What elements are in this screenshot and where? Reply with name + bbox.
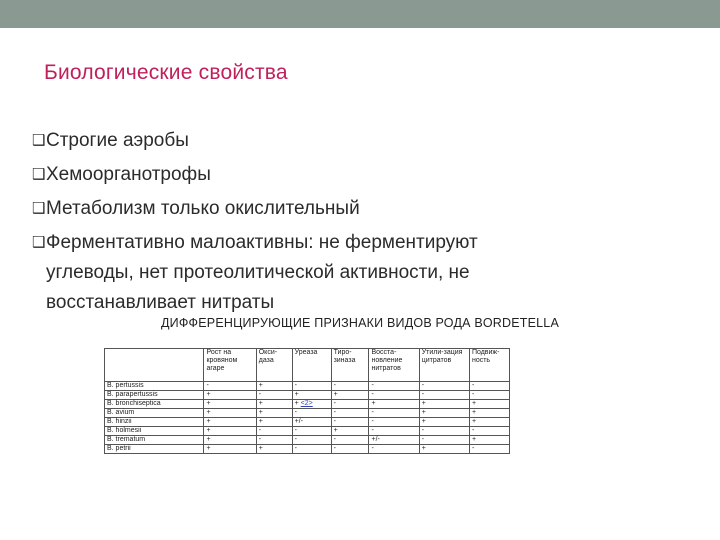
value-cell: + (204, 427, 256, 436)
species-cell: B. pertussis (105, 382, 204, 391)
value-cell: + (469, 436, 509, 445)
table-header-cell: Окси-даза (256, 349, 292, 382)
value-cell: +/- (292, 418, 331, 427)
bullet-text: Хемоорганотрофы (46, 164, 211, 185)
value-cell: - (256, 436, 292, 445)
species-cell: B. parapertussis (105, 391, 204, 400)
value-cell: + (204, 418, 256, 427)
checkbox-bullet-icon: ❑ (32, 166, 46, 183)
value-cell (292, 400, 331, 409)
table-header-cell: Рост на кровяном агаре (204, 349, 256, 382)
top-bar (0, 0, 720, 28)
table-header-cell: Восста-новление нитратов (369, 349, 419, 382)
value-cell: - (469, 382, 509, 391)
value-cell: - (369, 409, 419, 418)
table-header-row (105, 349, 510, 382)
species-cell: B. bronchiseptica (105, 400, 204, 409)
bullet-text: Строгие аэробы (46, 130, 189, 151)
bullet-text-cont: восстанавливает нитраты (46, 292, 275, 313)
table-row (105, 436, 510, 445)
value-cell: + (331, 391, 369, 400)
value-cell: - (369, 427, 419, 436)
value-cell: + (419, 409, 469, 418)
species-cell: B. hinzii (105, 418, 204, 427)
table-header-cell: Тиро-зиназа (331, 349, 369, 382)
value-cell: - (331, 382, 369, 391)
value-cell: + (204, 445, 256, 454)
value-cell: + (256, 445, 292, 454)
value-cell: - (256, 427, 292, 436)
value-cell: - (469, 391, 509, 400)
value-cell: - (419, 382, 469, 391)
value-cell: - (331, 436, 369, 445)
bordetella-table (104, 348, 510, 454)
table-row (105, 409, 510, 418)
value-cell: + (469, 400, 509, 409)
value-cell: - (419, 427, 469, 436)
value-cell: - (331, 409, 369, 418)
value-cell: + (256, 418, 292, 427)
value-cell: - (292, 427, 331, 436)
checkbox-bullet-icon: ❑ (32, 234, 46, 251)
value-cell: - (369, 382, 419, 391)
bullet-item (32, 194, 592, 224)
value-cell: - (331, 418, 369, 427)
value-cell: - (292, 409, 331, 418)
table-header-cell: Подвиж-ность (469, 349, 509, 382)
value-cell: - (369, 445, 419, 454)
table-row (105, 418, 510, 427)
value-cell: + (204, 400, 256, 409)
value-cell: - (256, 391, 292, 400)
reference-link[interactable]: <2> (300, 400, 313, 407)
bullet-item (32, 126, 592, 156)
value-cell: + (419, 445, 469, 454)
value-cell: - (292, 436, 331, 445)
bullet-item (32, 160, 592, 190)
value-cell: + (292, 391, 331, 400)
value-cell: + (256, 400, 292, 409)
value-cell: + (469, 418, 509, 427)
table-header-cell (105, 349, 204, 382)
checkbox-bullet-icon: ❑ (32, 200, 46, 217)
value-cell: + (204, 409, 256, 418)
value-cell: - (292, 445, 331, 454)
slide (0, 28, 720, 540)
bullet-item (32, 228, 592, 318)
value-cell: + (331, 427, 369, 436)
bullet-text-cont: углеводы, нет протеолитической активности, не (46, 262, 470, 283)
value-cell: - (419, 436, 469, 445)
value-cell: + (419, 418, 469, 427)
table-row (105, 400, 510, 409)
value-cell: - (419, 391, 469, 400)
value-cell: + (256, 382, 292, 391)
species-cell: B. trematum (105, 436, 204, 445)
table-header-cell: Уреаза (292, 349, 331, 382)
table-title: ДИФФЕРЕНЦИРУЮЩИЕ ПРИЗНАКИ ВИДОВ РОДА BORDETELLA (160, 316, 559, 330)
bullet-list (32, 126, 592, 322)
value-cell: + (369, 400, 419, 409)
bullet-text: Ферментативно малоактивны: не ферментируют (46, 232, 478, 253)
table-row (105, 391, 510, 400)
species-cell: B. avium (105, 409, 204, 418)
value-cell: + (469, 409, 509, 418)
value-cell: - (469, 445, 509, 454)
table-row (105, 445, 510, 454)
value-cell: + (256, 409, 292, 418)
checkbox-bullet-icon: ❑ (32, 132, 46, 149)
table-header-cell: Утили-зация цитратов (419, 349, 469, 382)
species-cell: B. holmesii (105, 427, 204, 436)
table-row (105, 382, 510, 391)
slide-title: Биологические свойства (44, 61, 288, 84)
value-cell: - (331, 445, 369, 454)
value-cell: - (204, 382, 256, 391)
value-cell: - (469, 427, 509, 436)
bullet-text: Метаболизм только окислительный (46, 198, 360, 219)
value-cell: - (331, 400, 369, 409)
value-cell: + (204, 436, 256, 445)
value-cell: + (204, 391, 256, 400)
value-cell: + (419, 400, 469, 409)
table-row (105, 427, 510, 436)
value-cell: - (292, 382, 331, 391)
value-cell: +/- (369, 436, 419, 445)
value-cell: - (369, 418, 419, 427)
value-cell: - (369, 391, 419, 400)
species-cell: B. petrii (105, 445, 204, 454)
value-text: + (294, 400, 299, 407)
